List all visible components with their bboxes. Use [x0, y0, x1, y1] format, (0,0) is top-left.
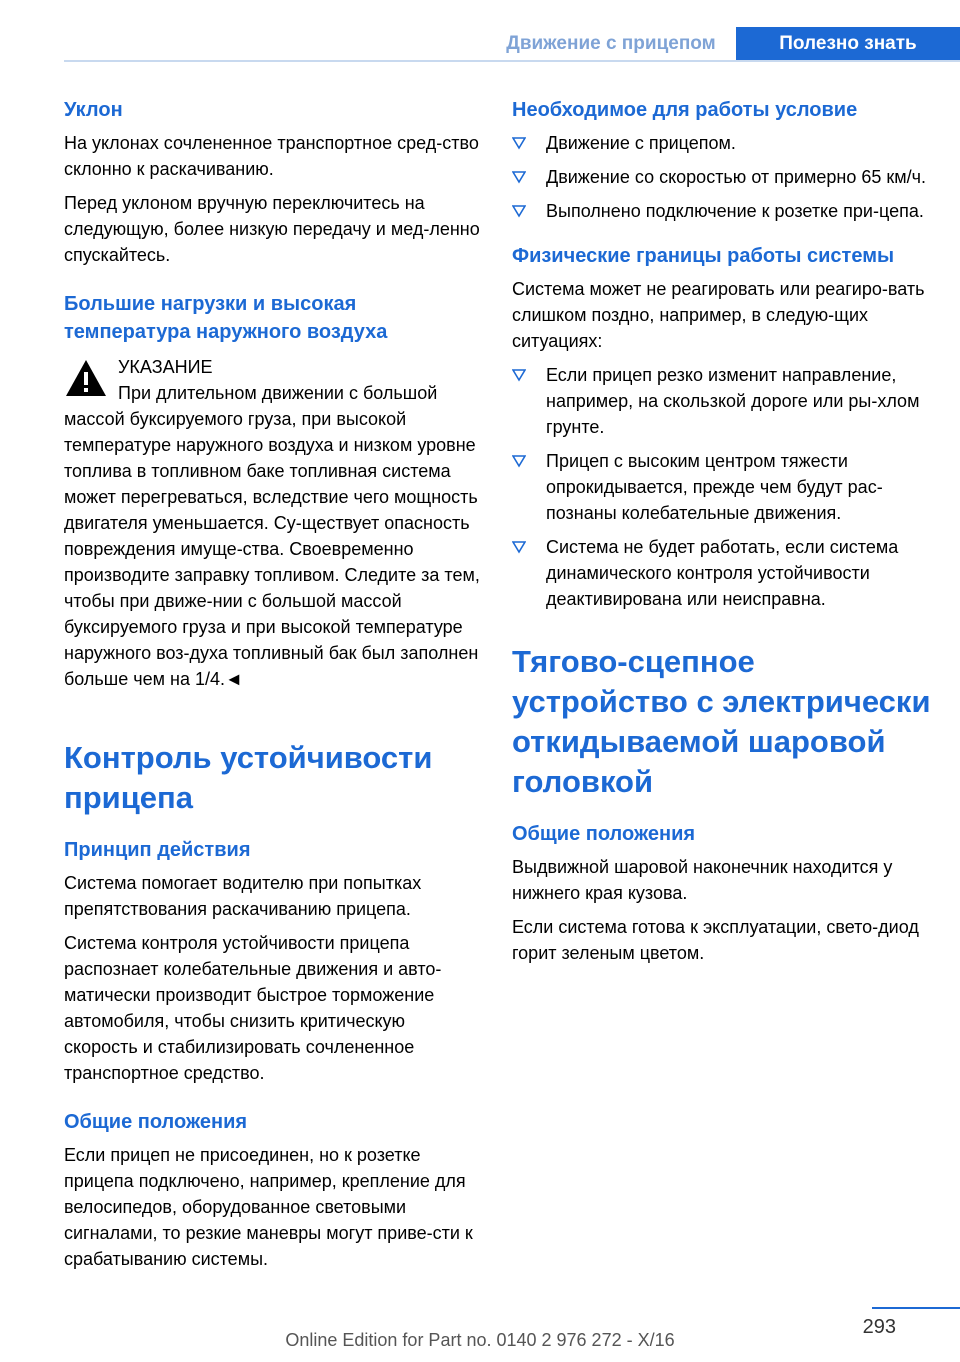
edition-footer: Online Edition for Part no. 0140 2 976 272 - X/16: [285, 1330, 675, 1350]
warning-triangle-icon: [64, 358, 108, 398]
header-tab-trailer[interactable]: Движение с прицепом: [506, 33, 716, 54]
paragraph: Система контроля устойчивости прицепа распознает колебательные движения и авто-матически производит быстрое торможение автомобиля, чтобы снизить критическую скорость и стабилизировать сочлененное транспортное средство.: [64, 933, 442, 1083]
triangle-bullet-icon: [512, 170, 526, 184]
chapter-title-tow-hitch: Тягово-сцепное устройство с электрически откидываемой шаровой головкой: [512, 644, 931, 799]
paragraph: Перед уклоном вручную переключитесь на следующую, более низкую передачу и мед-ленно спускайтесь.: [64, 193, 480, 265]
triangle-bullet-icon: [512, 136, 526, 150]
list-item-text: Движение с прицепом.: [546, 133, 736, 153]
section-title-principle: Принцип действия: [64, 839, 251, 861]
triangle-bullet-icon: [512, 204, 526, 218]
triangle-bullet-icon: [512, 454, 526, 468]
triangle-bullet-icon: [512, 368, 526, 382]
paragraph: На уклонах сочлененное транспортное сред-ство склонно к раскачиванию.: [64, 133, 479, 179]
section-title-general: Общие положения: [64, 1111, 248, 1133]
limits-list: [512, 362, 932, 612]
paragraph: Если прицеп не присоединен, но к розетке прицепа подключено, например, крепление для велосипедов, оборудованное световыми сигналами, то резкие маневры могут приве-сти к срабатыванию системы.: [64, 1145, 473, 1269]
chapter-title-trailer-stability: Контроль устойчивости прицепа: [64, 740, 433, 815]
warning-label: УКАЗАНИЕ: [118, 357, 213, 377]
warning-text: массой буксируемого груза, при высокой температуре наружного воздуха и низком уровне топлива в топливном баке топливная система может перегреваться, вследствие чего мощность двигателя уменьшается. Су-ществует опасность повреждения имуще-ства. Своевременно производите заправку топливом. Следите за тем, чтобы при движе-нии с большой массой буксируемого груза и при высокой температуре наружного воз-духа топливный бак был заполнен больше чем на 1/4.◄: [64, 409, 480, 689]
triangle-bullet-icon: [512, 540, 526, 554]
section-title-general: Общие положения: [512, 823, 696, 845]
paragraph: Система может не реагировать или реагиро-вать слишком поздно, например, в следую-щих ситуациях:: [512, 279, 925, 351]
list-item-text: Прицеп с высоким центром тяжести опрокидывается, прежде чем будут рас-познаны колебательные движения.: [546, 451, 883, 523]
right-column: [512, 96, 932, 974]
list-item: [512, 534, 932, 612]
paragraph: Выдвижной шаровой наконечник находится у нижнего края кузова.: [512, 857, 893, 903]
section-title-loads: Большие нагрузки и высокая температура наружного воздуха: [64, 293, 388, 343]
list-item-text: Выполнено подключение к розетке при-цепа.: [546, 201, 924, 221]
section-title-limits: Физические границы работы системы: [512, 245, 895, 267]
section-title-slope: Уклон: [64, 99, 123, 121]
list-item: [512, 164, 932, 190]
page-number-rule: [872, 1307, 960, 1309]
list-item: [512, 198, 932, 224]
list-item-text: Если прицеп резко изменит направление, например, на скользкой дороге или ры-хлом грунте.: [546, 365, 920, 437]
warning-text-first-line: При длительном движении с большой: [118, 383, 438, 403]
header-tab-useful-info[interactable]: Полезно знать: [736, 27, 960, 60]
list-item: [512, 362, 932, 440]
paragraph: Система помогает водителю при попытках препятствования раскачиванию прицепа.: [64, 873, 422, 919]
section-title-condition: Необходимое для работы условие: [512, 99, 858, 121]
condition-list: [512, 130, 932, 224]
list-item: [512, 130, 932, 156]
left-column: [64, 96, 480, 1280]
warning-block: [64, 352, 480, 692]
paragraph: Если система готова к эксплуатации, свето-диод горит зеленым цветом.: [512, 917, 919, 963]
list-item: [512, 448, 932, 526]
list-item-text: Система не будет работать, если система динамического контроля устойчивости деактивирована или неисправна.: [546, 537, 899, 609]
page-number: 293: [862, 1316, 896, 1338]
header-divider: [64, 60, 960, 62]
list-item-text: Движение со скоростью от примерно 65 км/ч.: [546, 167, 926, 187]
